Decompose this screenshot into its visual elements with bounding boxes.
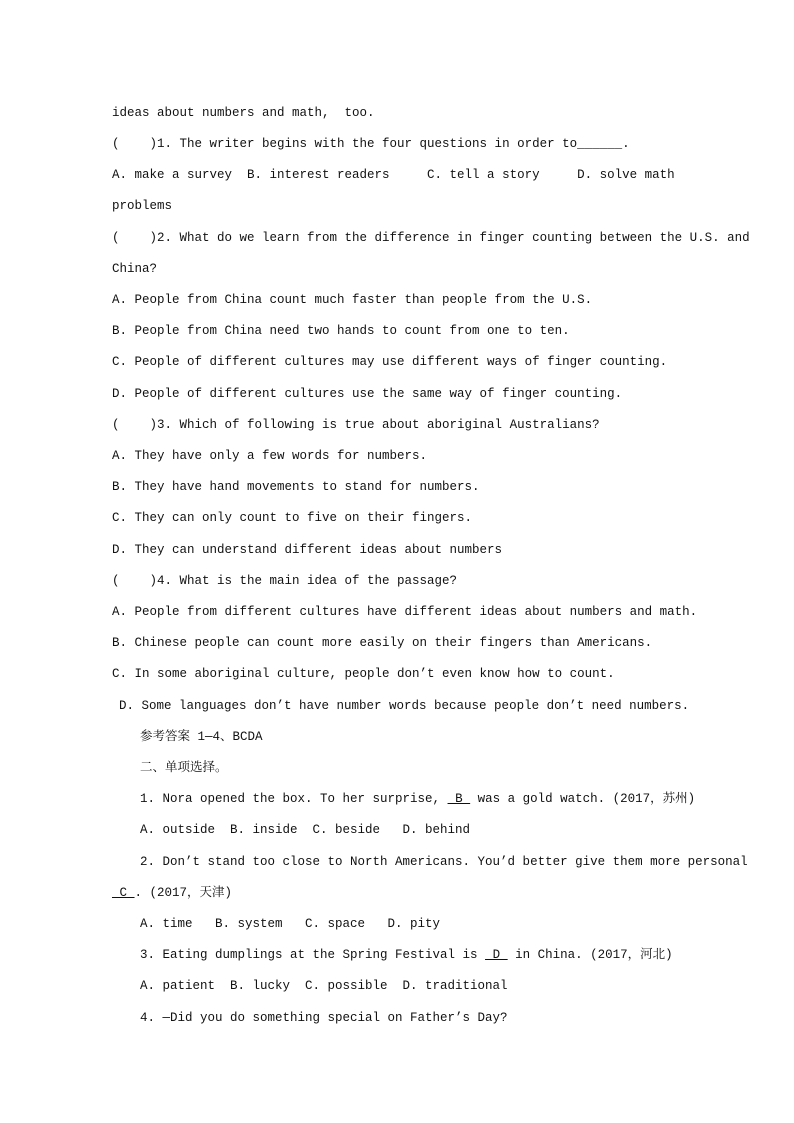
section-heading: 二、单项选择。 [140, 761, 228, 775]
question-4-option-a: A. People from different cultures have different ideas about numbers and math. [112, 605, 698, 619]
answer-blank: _C_ [112, 886, 135, 900]
question-1-stem: ( )1. The writer begins with the four questions in order to______. [112, 137, 630, 151]
mc-question-1-options: A. outside B. inside C. beside D. behind [140, 823, 471, 837]
question-4-option-c: C. In some aboriginal culture, people don’t even know how to count. [112, 667, 615, 681]
mc-question-3-options: A. patient B. lucky C. possible D. traditional [140, 979, 508, 993]
question-2-option-a: A. People from China count much faster than people from the U.S. [112, 293, 593, 307]
answer-blank: _D_ [485, 948, 508, 962]
mc-question-2-options: A. time B. system C. space D. pity [140, 917, 441, 931]
question-2-stem: ( )2. What do we learn from the difference in finger counting between the U.S. and [112, 231, 750, 245]
question-2-option-d: D. People of different cultures use the same way of finger counting. [112, 387, 623, 401]
question-2-option-b: B. People from China need two hands to count from one to ten. [112, 324, 570, 338]
mc-question-3: 3. Eating dumplings at the Spring Festival is _D_ in China. (2017，河北) [140, 948, 673, 962]
answer-key: 参考答案 1—4、BCDA [140, 730, 263, 744]
question-2-stem-cont: China? [112, 262, 158, 276]
question-3-option-a: A. They have only a few words for numbers. [112, 449, 428, 463]
question-3-stem: ( )3. Which of following is true about aboriginal Australians? [112, 418, 600, 432]
mc-question-1: 1. Nora opened the box. To her surprise, _B_ was a gold watch. (2017，苏州) [140, 792, 696, 806]
question-2-option-c: C. People of different cultures may use different ways of finger counting. [112, 355, 668, 369]
question-3-option-b: B. They have hand movements to stand for numbers. [112, 480, 480, 494]
question-4-option-d: D. Some languages don’t have number words because people don’t need numbers. [119, 699, 690, 713]
question-3-option-d: D. They can understand different ideas about numbers [112, 543, 503, 557]
question-4-option-b: B. Chinese people can count more easily on their fingers than Americans. [112, 636, 653, 650]
answer-blank: _B_ [447, 792, 471, 806]
question-3-option-c: C. They can only count to five on their fingers. [112, 511, 473, 525]
mc-question-2: 2. Don’t stand too close to North Americans. You’d better give them more personal [140, 855, 748, 869]
mc-question-2-cont: _C_. (2017，天津) [112, 886, 233, 900]
text-line: ideas about numbers and math, too. [112, 106, 375, 120]
question-4-stem: ( )4. What is the main idea of the passage? [112, 574, 458, 588]
question-1-options: A. make a survey B. interest readers C. tell a story D. solve math [112, 168, 675, 182]
mc-question-4: 4. —Did you do something special on Father’s Day? [140, 1011, 508, 1025]
question-1-options-cont: problems [112, 199, 173, 213]
